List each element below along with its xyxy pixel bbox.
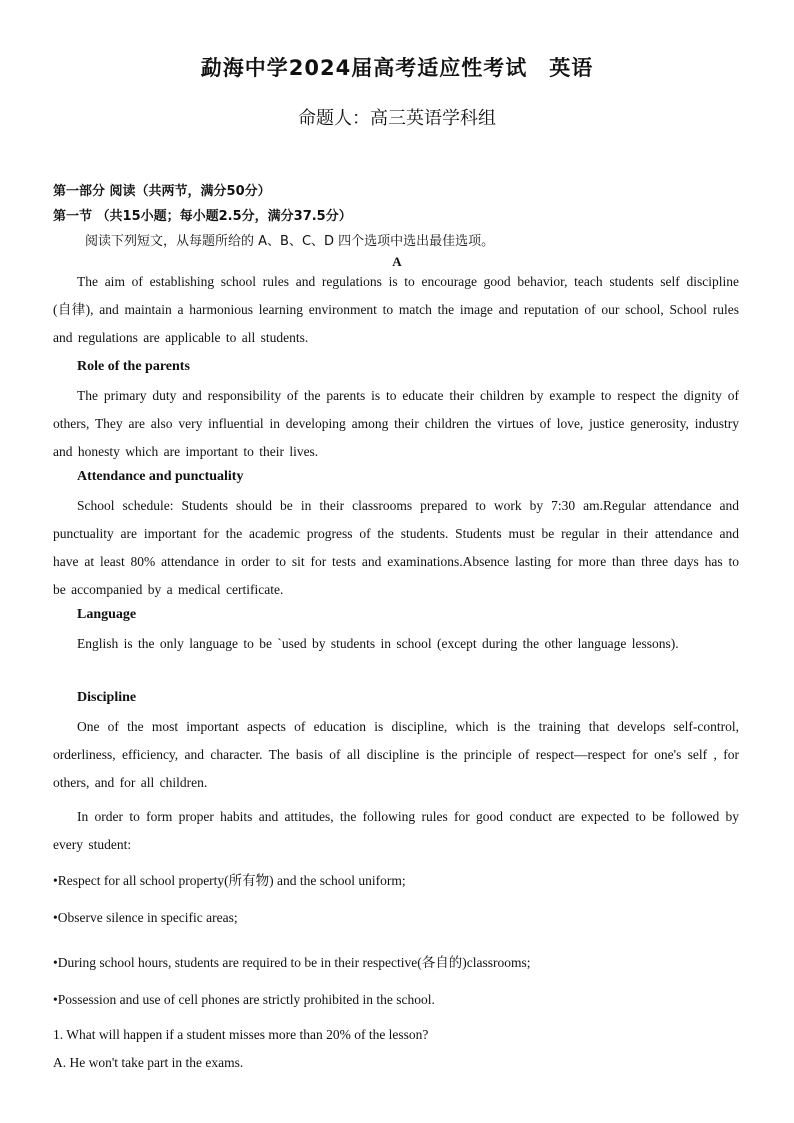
discipline-heading: Discipline [77, 690, 137, 705]
parents-heading: Role of the parents [77, 359, 190, 374]
rules-intro-paragraph: In order to form proper habits and attitudes, the following rules for good conduct are expected to be followed by every student: [53, 809, 739, 852]
exam-title: 勐海中学2024届高考适应性考试 英语 [200, 56, 594, 80]
discipline-paragraph: One of the most important aspects of education is discipline, which is the training that develops self-control, orderliness, efficiency, and character. The basis of all discipline is the principle of respect—respect for one's self , for others, and for all children. [53, 719, 739, 790]
language-paragraph: English is the only language to be `used by students in school (except during the other language lessons). [77, 636, 679, 651]
intro-paragraph: The aim of establishing school rules and regulations is to encourage good behavior, teach students self discipline (自律), and maintain a harmonious learning environment to match the image and reputation of our school, School rules and regulations are applicable to all students. [53, 274, 739, 345]
rule-item: •Respect for all school property(所有物) and the school uniform; [53, 873, 406, 888]
language-heading: Language [77, 607, 137, 622]
passage-letter: A [392, 254, 402, 269]
attendance-paragraph: School schedule: Students should be in their classrooms prepared to work by 7:30 am.Regular attendance and punctuality are important for the academic progress of the students. Students must be regular in their attendance and have at least 80% attendance in order to sit for tests and examinations.Absence lasting for more than three days has to be accompanied by a medical certificate. [53, 498, 739, 597]
rule-item: •Possession and use of cell phones are strictly prohibited in the school. [53, 992, 435, 1007]
parents-paragraph: The primary duty and responsibility of the parents is to educate their children by example to respect the dignity of others, They are also very influential in developing among their children the virtues of love, justice generosity, industry and honesty which are important to their lives. [53, 388, 739, 459]
exam-subtitle: 命题人：高三英语学科组 [298, 108, 496, 129]
question-option-a: A. He won't take part in the exams. [53, 1055, 244, 1070]
question-stem: 1. What will happen if a student misses more than 20% of the lesson? [53, 1027, 429, 1042]
rule-item: •Observe silence in specific areas; [53, 910, 238, 925]
attendance-heading: Attendance and punctuality [77, 469, 244, 484]
part-heading: 第一部分 阅读（共两节，满分50分） [53, 184, 271, 199]
instruction-text: 阅读下列短文，从每题所给的 A、B、C、D 四个选项中选出最佳选项。 [85, 234, 495, 249]
subsection-heading: 第一节 （共15小题；每小题2.5分，满分37.5分） [53, 209, 352, 224]
rule-item: •During school hours, students are required to be in their respective(各自的)classrooms; [53, 955, 531, 970]
